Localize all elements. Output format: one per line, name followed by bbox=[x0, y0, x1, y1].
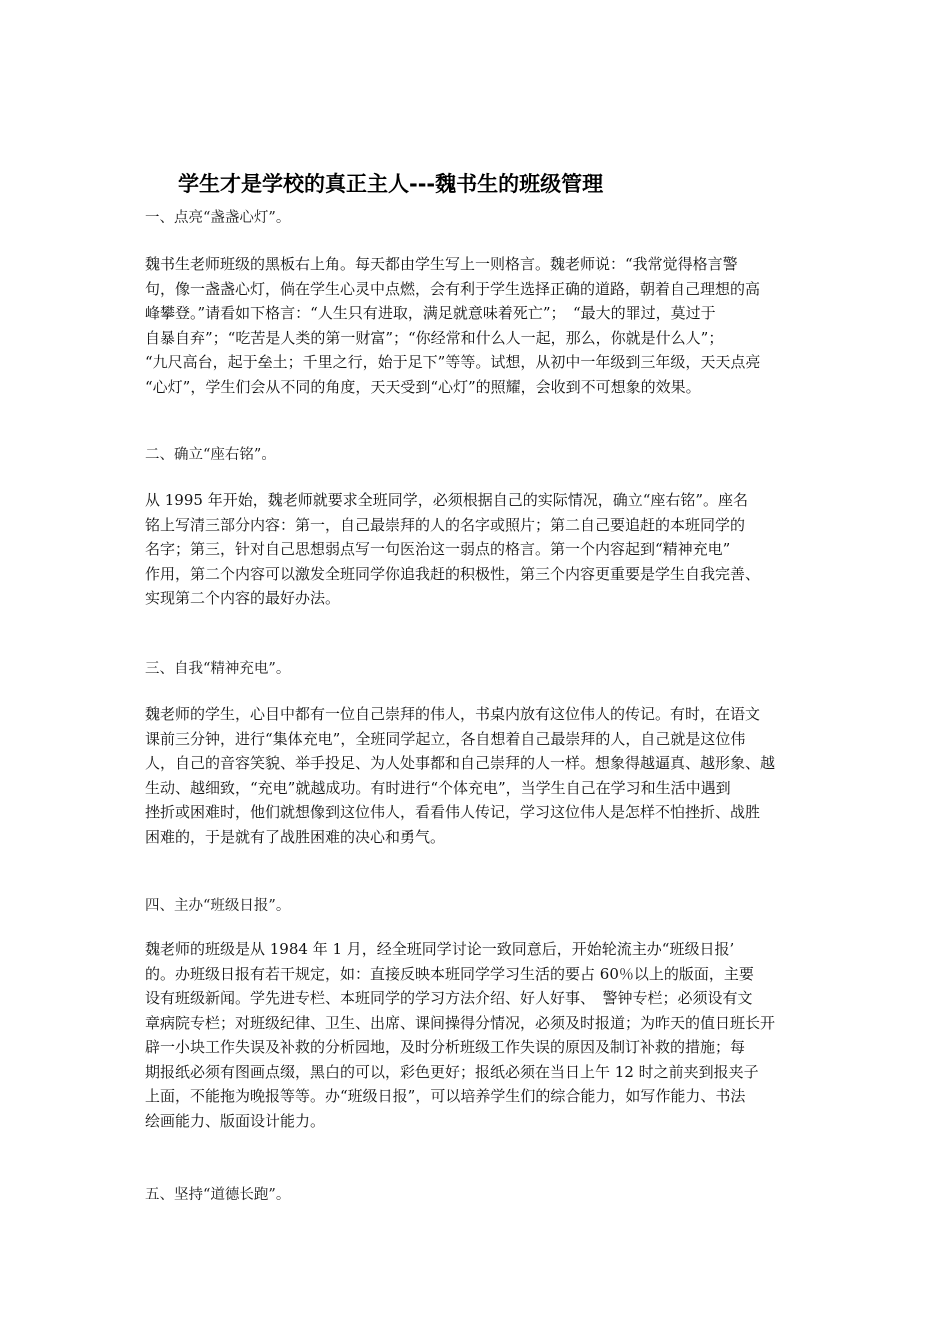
paragraph-line: 铭上写清三部分内容：第一，自己最崇拜的人的名字或照片；第二自己要追赶的本班同学的 bbox=[145, 515, 746, 534]
paragraph-line: 名字；第三，针对自己思想弱点写一句医治这一弱点的格言。第一个内容起到“精神充电” bbox=[145, 540, 731, 558]
paragraph-line: 辟一小块工作失误及补救的分析园地，及时分析班级工作失误的原因及制订补救的措施；每 bbox=[145, 1038, 746, 1056]
paragraph-line: 魏老师的班级是从 1984 年 1 月，经全班同学讨论一致同意后，开始轮流主办“班级日报’ bbox=[145, 940, 735, 958]
paragraph-line: 人，自己的音容笑貌、举手投足、为人处事都和自己崇拜的人一样。想象得越逼真、越形象、越 bbox=[145, 754, 776, 772]
paragraph-line: 句，像一盏盏心灯，倘在学生心灵中点燃，会有利于学生选择正确的道路，朝着自己理想的高 bbox=[145, 279, 761, 298]
section-heading-2: 二、确立“座右铭”。 bbox=[145, 447, 276, 463]
section-heading-4: 四、主办“班级日报”。 bbox=[145, 898, 291, 914]
section-paragraph-2 bbox=[145, 488, 817, 611]
paragraph-line: “心灯”，学生们会从不同的角度，天天受到“心灯”的照耀，会收到不可想象的效果。 bbox=[145, 377, 701, 396]
paragraph-line: 魏老师的学生，心目中都有一位自己崇拜的伟人，书桌内放有这位伟人的传记。有时，在语文 bbox=[145, 705, 761, 723]
document-title: 学生才是学校的真正主人---魏书生的班级管理 bbox=[178, 172, 604, 196]
paragraph-line: 上面，不能拖为晚报等等。办“班级日报”，可以培养学生们的综合能力，如写作能力、书法 bbox=[145, 1087, 746, 1105]
section-paragraph-1 bbox=[145, 252, 817, 399]
section-heading-5: 五、坚持“道德长跑”。 bbox=[145, 1187, 291, 1203]
paragraph-line: 自暴自弃”；“吃苦是人类的第一财富”；“你经常和什么人一起，那么，你就是什么人”； bbox=[145, 328, 724, 347]
section-paragraph-4 bbox=[145, 937, 817, 1133]
paragraph-line: 挫折或困难时，他们就想像到这位伟人，看看伟人传记，学习这位伟人是怎样不怕挫折、战胜 bbox=[145, 803, 761, 821]
paragraph-line: 章病院专栏；对班级纪律、卫生、出席、课间操得分情况，必须及时报道；为昨天的值日班长开 bbox=[145, 1013, 776, 1032]
paragraph-line: 生动、越细致，“充电”就越成功。有时进行“个体充电”，当学生自己在学习和生活中遇到 bbox=[145, 778, 731, 797]
section-heading-3: 三、自我“精神充电”。 bbox=[145, 661, 291, 677]
paragraph-line: 课前三分钟，进行“集体充电”，全班同学起立，各自想着自己最崇拜的人，自己就是这位伟 bbox=[145, 729, 746, 748]
paragraph-line: “九尺高台，起于垒土；千里之行，始于足下”等等。试想，从初中一年级到三年级，天天点亮 bbox=[145, 353, 761, 371]
paragraph-line: 峰攀登。”请看如下格言：“人生只有进取，满足就意味着死亡”； “最大的罪过，莫过于 bbox=[145, 304, 716, 322]
paragraph-line: 作用，第二个内容可以激发全班同学你追我赶的积极性，第三个内容更重要是学生自我完善、 bbox=[145, 564, 761, 583]
paragraph-line: 的。办班级日报有若干规定，如：直接反映本班同学学习生活的要占 60％以上的版面，主要 bbox=[145, 964, 754, 983]
paragraph-line: 设有班级新闻。学先进专栏、本班同学的学习方法介绍、好人好事、 警钟专栏；必须设有文 bbox=[145, 989, 753, 1007]
paragraph-line: 困难的，于是就有了战胜困难的决心和勇气。 bbox=[145, 827, 446, 846]
paragraph-line: 从 1995 年开始，魏老师就要求全班同学，必须根据自己的实际情况，确立“座右铭”。座名 bbox=[145, 491, 749, 509]
paragraph-line: 期报纸必须有图画点缀，黑白的可以，彩色更好；报纸必须在当日上午 12 时之前夹到报夹子 bbox=[145, 1062, 759, 1081]
section-paragraph-3 bbox=[145, 702, 817, 849]
paragraph-line: 魏书生老师班级的黑板右上角。每天都由学生写上一则格言。魏老师说：“我常觉得格言警 bbox=[145, 255, 738, 273]
section-heading-1: 一、点亮“盏盏心灯”。 bbox=[145, 210, 291, 226]
paragraph-line: 绘画能力、版面设计能力。 bbox=[145, 1111, 326, 1130]
paragraph-line: 实现第二个内容的最好办法。 bbox=[145, 589, 341, 607]
